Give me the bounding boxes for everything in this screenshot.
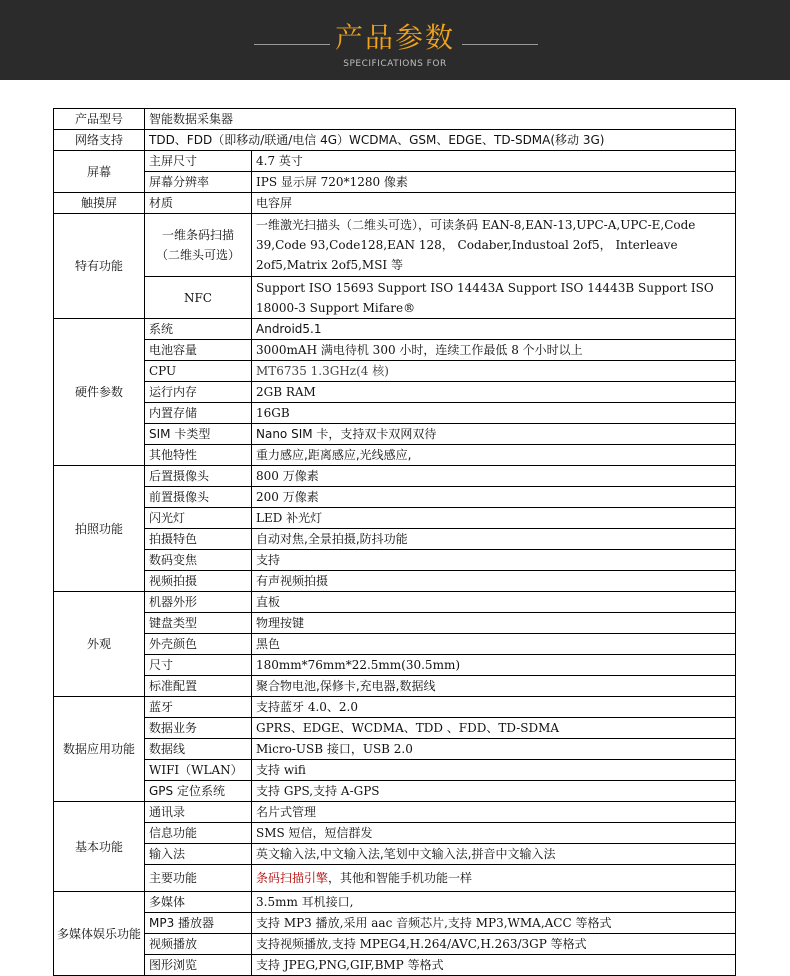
table-row <box>54 613 736 634</box>
spec-value: 支持 MP3 播放,采用 aac 音频芯片,支持 MP3,WMA,ACC 等格式 <box>252 913 736 934</box>
barcode-name <box>145 214 252 277</box>
table-row <box>54 655 736 676</box>
title-divider-right <box>462 44 538 45</box>
spec-name: 拍摄特色 <box>145 529 252 550</box>
spec-name: 标准配置 <box>145 676 252 697</box>
spec-value: 聚合物电池,保修卡,充电器,数据线 <box>252 676 736 697</box>
table-row <box>54 277 736 319</box>
table-row <box>54 865 736 892</box>
spec-name: 主要功能 <box>145 865 252 892</box>
table-row <box>54 424 736 445</box>
spec-value: 支持 GPS,支持 A-GPS <box>252 781 736 802</box>
table-row <box>54 802 736 823</box>
multimedia-label: 多媒体娱乐功能 <box>54 892 145 976</box>
spec-name: 主屏尺寸 <box>145 151 252 172</box>
network-value: TDD、FDD（即移动/联通/电信 4G）WCDMA、GSM、EDGE、TD-SDMA(移动 3G) <box>145 130 736 151</box>
spec-name: 多媒体 <box>145 892 252 913</box>
spec-value: Android5.1 <box>252 319 736 340</box>
spec-value: 4.7 英寸 <box>252 151 736 172</box>
spec-value <box>252 865 736 892</box>
spec-value: 英文输入法,中文输入法,笔划中文输入法,拼音中文输入法 <box>252 844 736 865</box>
spec-name: 图形浏览 <box>145 955 252 976</box>
screen-label: 屏幕 <box>54 151 145 193</box>
table-row <box>54 151 736 172</box>
spec-value: 支持 JPEG,PNG,GIF,BMP 等格式 <box>252 955 736 976</box>
table-row <box>54 934 736 955</box>
main-function-rest: ，其他和智能手机功能一样 <box>328 871 473 885</box>
table-row <box>54 913 736 934</box>
spec-value: 800 万像素 <box>252 466 736 487</box>
spec-value: 支持 wifi <box>252 760 736 781</box>
camera-label: 拍照功能 <box>54 466 145 592</box>
table-row <box>54 214 736 277</box>
spec-name: 前置摄像头 <box>145 487 252 508</box>
table-row <box>54 781 736 802</box>
spec-name: 后置摄像头 <box>145 466 252 487</box>
spec-value: 180mm*76mm*22.5mm(30.5mm) <box>252 655 736 676</box>
spec-value: 3.5mm 耳机接口, <box>252 892 736 913</box>
table-row <box>54 844 736 865</box>
barcode-value: 一维激光扫描头（二维头可选），可读条码 EAN-8,EAN-13,UPC-A,UPC-E,Code 39,Code 93,Code128,EAN 128， Codaber,Industoal 2of5， Interleave 2of5,Matrix 2of5,MSI 等 <box>252 214 736 277</box>
spec-value: 有声视频拍摄 <box>252 571 736 592</box>
barcode-name-line1: 一维条码扫描 <box>161 228 234 242</box>
table-row <box>54 361 736 382</box>
touch-label: 触摸屏 <box>54 193 145 214</box>
spec-name: SIM 卡类型 <box>145 424 252 445</box>
spec-name: 机器外形 <box>145 592 252 613</box>
spec-name: CPU <box>145 361 252 382</box>
highlight-text: 条码扫描引擎 <box>256 871 329 885</box>
barcode-name-line2: （二维头可选） <box>155 248 240 262</box>
table-row <box>54 109 736 130</box>
table-row <box>54 760 736 781</box>
spec-value: 200 万像素 <box>252 487 736 508</box>
appearance-label: 外观 <box>54 592 145 697</box>
spec-name: 视频播放 <box>145 934 252 955</box>
spec-name: 数据线 <box>145 739 252 760</box>
network-label: 网络支持 <box>54 130 145 151</box>
spec-name: 尺寸 <box>145 655 252 676</box>
page-title: 产品参数 <box>334 21 455 54</box>
spec-value: 物理按键 <box>252 613 736 634</box>
spec-value: MT6735 1.3GHz(4 核) <box>252 361 736 382</box>
table-row <box>54 529 736 550</box>
table-row <box>54 676 736 697</box>
nfc-value: Support ISO 15693 Support ISO 14443A Support ISO 14443B Support ISO 18000-3 Support Mifare® <box>252 277 736 319</box>
spec-value: Micro-USB 接口，USB 2.0 <box>252 739 736 760</box>
spec-name: WIFI（WLAN） <box>145 760 252 781</box>
spec-value: GPRS、EDGE、WCDMA、TDD 、FDD、TD-SDMA <box>252 718 736 739</box>
hardware-label: 硬件参数 <box>54 319 145 466</box>
page-subtitle: SPECIFICATIONS FOR <box>343 59 447 69</box>
table-row <box>54 697 736 718</box>
spec-value: 2GB RAM <box>252 382 736 403</box>
spec-value: 电容屏 <box>252 193 736 214</box>
spec-name: MP3 播放器 <box>145 913 252 934</box>
table-row <box>54 508 736 529</box>
table-row <box>54 718 736 739</box>
table-row <box>54 823 736 844</box>
product-model-value: 智能数据采集器 <box>145 109 736 130</box>
product-model-label: 产品型号 <box>54 109 145 130</box>
spec-value: 支持视频播放,支持 MPEG4,H.264/AVC,H.263/3GP 等格式 <box>252 934 736 955</box>
spec-name: 闪光灯 <box>145 508 252 529</box>
table-row <box>54 550 736 571</box>
table-row <box>54 445 736 466</box>
table-row <box>54 892 736 913</box>
spec-name: 输入法 <box>145 844 252 865</box>
spec-value: 重力感应,距离感应,光线感应, <box>252 445 736 466</box>
spec-name: 通讯录 <box>145 802 252 823</box>
spec-value: 16GB <box>252 403 736 424</box>
table-row <box>54 130 736 151</box>
spec-name: 数据业务 <box>145 718 252 739</box>
spec-value: 3000mAH 满电待机 300 小时，连续工作最低 8 个小时以上 <box>252 340 736 361</box>
table-row <box>54 172 736 193</box>
table-row <box>54 739 736 760</box>
spec-table <box>53 108 736 976</box>
spec-value: 直板 <box>252 592 736 613</box>
table-row <box>54 487 736 508</box>
spec-value: 支持蓝牙 4.0、2.0 <box>252 697 736 718</box>
spec-name: 屏幕分辨率 <box>145 172 252 193</box>
spec-value: 黑色 <box>252 634 736 655</box>
table-row <box>54 955 736 976</box>
spec-value: 名片式管理 <box>252 802 736 823</box>
table-row <box>54 571 736 592</box>
spec-name: 信息功能 <box>145 823 252 844</box>
table-row <box>54 382 736 403</box>
spec-name: 材质 <box>145 193 252 214</box>
spec-name: 蓝牙 <box>145 697 252 718</box>
spec-name: 外壳颜色 <box>145 634 252 655</box>
spec-name: 视频拍摄 <box>145 571 252 592</box>
nfc-name: NFC <box>145 277 252 319</box>
spec-value: SMS 短信，短信群发 <box>252 823 736 844</box>
spec-name: 内置存储 <box>145 403 252 424</box>
table-row <box>54 403 736 424</box>
table-row <box>54 193 736 214</box>
table-row <box>54 466 736 487</box>
spec-name: 电池容量 <box>145 340 252 361</box>
data-app-label: 数据应用功能 <box>54 697 145 802</box>
spec-value: 支持 <box>252 550 736 571</box>
special-label: 特有功能 <box>54 214 145 319</box>
basic-label: 基本功能 <box>54 802 145 892</box>
spec-value: Nano SIM 卡，支持双卡双网双待 <box>252 424 736 445</box>
spec-name: 数码变焦 <box>145 550 252 571</box>
spec-name: 其他特性 <box>145 445 252 466</box>
table-row <box>54 319 736 340</box>
spec-value: LED 补光灯 <box>252 508 736 529</box>
table-row <box>54 592 736 613</box>
spec-name: GPS 定位系统 <box>145 781 252 802</box>
spec-value: IPS 显示屏 720*1280 像素 <box>252 172 736 193</box>
header-banner <box>0 0 790 80</box>
table-row <box>54 340 736 361</box>
spec-name: 运行内存 <box>145 382 252 403</box>
spec-name: 键盘类型 <box>145 613 252 634</box>
table-row <box>54 634 736 655</box>
spec-value: 自动对焦,全景拍摄,防抖功能 <box>252 529 736 550</box>
spec-name: 系统 <box>145 319 252 340</box>
